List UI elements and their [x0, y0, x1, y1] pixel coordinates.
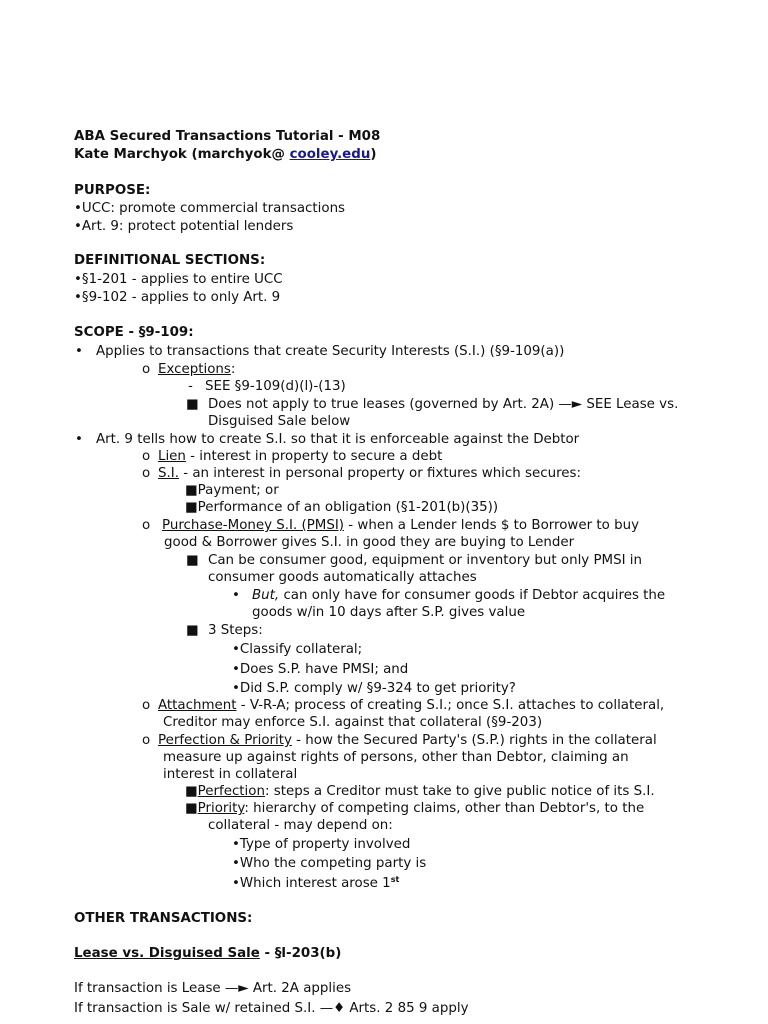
attachment-line [158, 697, 664, 714]
lease-heading: Lease vs. Disguised Sale [74, 946, 260, 961]
exceptions-line [158, 361, 235, 378]
circle-marker: o [142, 698, 151, 713]
square-marker: ■ [186, 623, 199, 638]
si-text: - an interest in personal property or fixtures which secures: [178, 466, 582, 481]
consumer-line-1: Can be consumer good, equipment or inventory but only PMSI in [208, 553, 643, 568]
bullet-marker: • [232, 588, 240, 603]
leases-line-2: Disguised Sale below [208, 414, 351, 429]
perfpri-label: Perfection & Priority [158, 733, 292, 748]
priority-text: : hierarchy of competing claims, other than Debtor's, to the [244, 801, 645, 816]
exceptions-label: Exceptions [158, 362, 231, 377]
perfection-label: Perfection [197, 784, 265, 799]
see-item: SEE §9-109(d)(l)-(13) [205, 379, 346, 394]
lease-rule-2: If transaction is Sale w/ retained S.I. —♦ Arts. 2 85 9 apply [74, 1001, 469, 1016]
circle-marker: o [142, 733, 151, 748]
perfpri-text: - how the Secured Party's (S.P.) rights in the collateral [291, 733, 657, 748]
but-label: But, [252, 588, 280, 603]
consumer-line-2: consumer goods automatically attaches [208, 570, 477, 585]
dash-marker: - [188, 379, 193, 394]
perfpri-line-2: measure up against rights of persons, other than Debtor, claiming an [163, 750, 629, 765]
square-marker: ■ [186, 397, 199, 412]
author-line [74, 146, 376, 163]
but-text: can only have for consumer goods if Debtor acquires the [279, 588, 666, 603]
depends-item [232, 875, 399, 892]
lien-line [158, 448, 442, 465]
scope-heading: SCOPE - §9-109: [74, 325, 194, 340]
pmsi-text: - when a Lender lends $ to Borrower to buy [344, 518, 639, 533]
attachment-text: - V-R-A; process of creating S.I.; once S.I. attaches to collateral, [236, 698, 665, 713]
but-line-2: goods w/in 10 days after S.P. gives value [252, 605, 526, 620]
definitional-item: •§9-102 - applies to only Art. 9 [74, 290, 281, 305]
square-marker: ■ [185, 784, 198, 799]
circle-marker: o [142, 466, 151, 481]
author-email-link[interactable]: cooley.edu [289, 147, 371, 162]
priority-line [185, 800, 644, 817]
lien-label: Lien [158, 449, 186, 464]
priority-line-2: collateral - may depend on: [208, 818, 393, 833]
attachment-line-2: Creditor may enforce S.I. against that collateral (§9-203) [163, 715, 543, 730]
ordinal-suffix: st [390, 875, 400, 884]
square-marker: ■ [185, 801, 198, 816]
depends-text: •Which interest arose 1 [232, 876, 391, 891]
pmsi-label: Purchase-Money S.I. (PMSI) [162, 518, 345, 533]
circle-marker: o [142, 362, 151, 377]
circle-marker: o [142, 449, 151, 464]
scope-bullet-art9: Art. 9 tells how to create S.I. so that it is enforceable against the Debtor [96, 432, 580, 447]
pmsi-line [162, 517, 639, 534]
priority-label: Priority [197, 801, 245, 816]
perfection-line [185, 783, 655, 800]
performance-item: ■Performance of an obligation (§1-201(b)(35)) [185, 500, 499, 515]
author-prefix: Kate Marchyok (marchyok@ [74, 147, 290, 162]
attachment-label: Attachment [158, 698, 237, 713]
step-item: •Does S.P. have PMSI; and [232, 662, 409, 677]
purpose-item: •Art. 9: protect potential lenders [74, 219, 294, 234]
lease-section: - §l-203(b) [259, 946, 342, 961]
step-item: •Did S.P. comply w/ §9-324 to get priority? [232, 681, 516, 696]
bullet-marker: • [75, 344, 83, 359]
step-item: •Classify collateral; [232, 642, 363, 657]
author-suffix: ) [370, 147, 377, 162]
si-label: S.I. [158, 466, 179, 481]
lease-heading-line [74, 945, 341, 962]
but-line [252, 587, 665, 604]
exceptions-colon: : [230, 362, 236, 377]
square-marker: ■ [186, 553, 199, 568]
purpose-heading: PURPOSE: [74, 183, 151, 198]
leases-line-1: Does not apply to true leases (governed by Art. 2A) —► SEE Lease vs. [208, 397, 679, 412]
perfection-text: : steps a Creditor must take to give public notice of its S.I. [264, 784, 655, 799]
scope-bullet-applies: Applies to transactions that create Security Interests (S.I.) (§9-109(a)) [96, 344, 565, 359]
lien-text: - interest in property to secure a debt [185, 449, 443, 464]
pmsi-line-2: good & Borrower gives S.I. in good they are buying to Lender [164, 535, 575, 550]
bullet-marker: • [75, 432, 83, 447]
perfpri-line-3: interest in collateral [163, 767, 298, 782]
si-line [158, 465, 581, 482]
depends-item: •Who the competing party is [232, 856, 427, 871]
definitional-item: •§1-201 - applies to entire UCC [74, 272, 283, 287]
circle-marker: o [142, 518, 151, 533]
depends-item: •Type of property involved [232, 837, 411, 852]
payment-item: ■Payment; or [185, 483, 279, 498]
purpose-item: •UCC: promote commercial transactions [74, 201, 346, 216]
other-heading: OTHER TRANSACTIONS: [74, 911, 253, 926]
perfpri-line [158, 732, 657, 749]
document-title: ABA Secured Transactions Tutorial - M08 [74, 129, 381, 144]
steps-label: 3 Steps: [208, 623, 263, 638]
definitional-heading: DEFINITIONAL SECTIONS: [74, 253, 266, 268]
lease-rule-1: If transaction is Lease —► Art. 2A applies [74, 981, 352, 996]
